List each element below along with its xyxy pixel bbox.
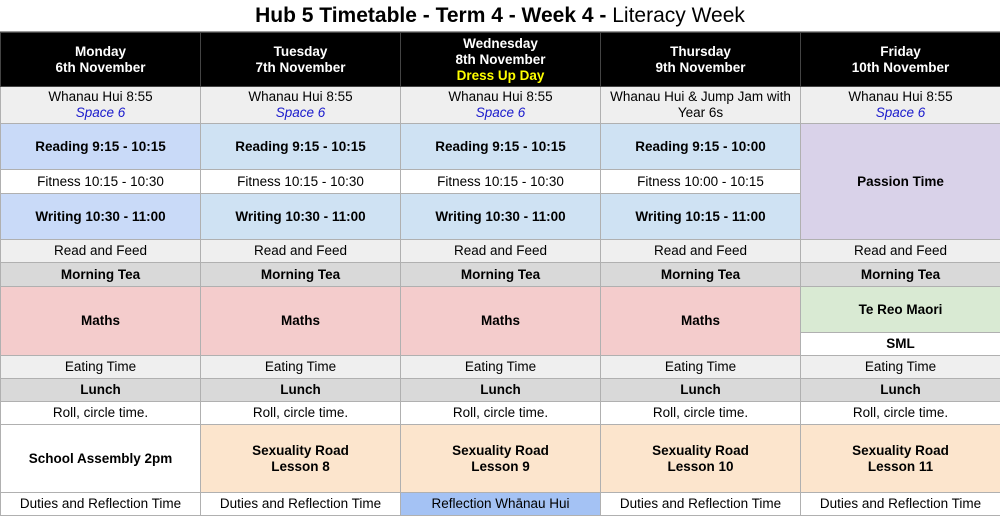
fitness-cell: Fitness 10:15 - 10:30 — [401, 170, 601, 194]
maths-cell: Maths — [201, 287, 401, 356]
fitness-cell: Fitness 10:00 - 10:15 — [601, 170, 801, 194]
maths-cell: Maths — [601, 287, 801, 356]
sexuality-road-cell: Sexuality Road Lesson 9 — [401, 425, 601, 493]
title-normal: Literacy Week — [606, 4, 745, 27]
lunch-cell: Lunch — [1, 379, 201, 402]
reading-cell: Reading 9:15 - 10:15 — [401, 124, 601, 170]
eating-time-cell: Eating Time — [801, 356, 1000, 379]
read-feed-cell: Read and Feed — [401, 240, 601, 263]
roll-cell: Roll, circle time. — [601, 402, 801, 425]
timetable — [0, 32, 1000, 516]
sexuality-road-cell: Sexuality Road Lesson 8 — [201, 425, 401, 493]
day-header-friday: Friday 10th November — [801, 33, 1000, 87]
maths-cell: Maths — [401, 287, 601, 356]
whanau-cell: Whanau Hui & Jump Jam with Year 6s — [601, 87, 801, 124]
day-header-wednesday: Wednesday 8th November Dress Up Day — [401, 33, 601, 87]
sexuality-road-cell: Sexuality Road Lesson 10 — [601, 425, 801, 493]
whanau-cell: Whanau Hui 8:55 Space 6 — [1, 87, 201, 124]
day-header-monday: Monday 6th November — [1, 33, 201, 87]
morning-tea-cell: Morning Tea — [601, 263, 801, 287]
read-feed-cell: Read and Feed — [1, 240, 201, 263]
duties-cell: Duties and Reflection Time — [201, 493, 401, 516]
writing-cell: Writing 10:30 - 11:00 — [201, 194, 401, 240]
whanau-cell: Whanau Hui 8:55 Space 6 — [201, 87, 401, 124]
page-title — [0, 0, 1000, 32]
eating-time-cell: Eating Time — [401, 356, 601, 379]
afternoon-row — [1, 425, 1000, 493]
whanau-cell: Whanau Hui 8:55 Space 6 — [801, 87, 1000, 124]
roll-cell: Roll, circle time. — [801, 402, 1000, 425]
read-feed-cell: Read and Feed — [601, 240, 801, 263]
duties-cell: Duties and Reflection Time — [601, 493, 801, 516]
morning-tea-cell: Morning Tea — [801, 263, 1000, 287]
duties-cell: Duties and Reflection Time — [801, 493, 1000, 516]
lunch-cell: Lunch — [401, 379, 601, 402]
reading-row — [1, 124, 1000, 170]
whanau-row — [1, 87, 1000, 124]
reading-cell: Reading 9:15 - 10:15 — [1, 124, 201, 170]
morning-tea-cell: Morning Tea — [1, 263, 201, 287]
maths-cell: Maths — [1, 287, 201, 356]
school-assembly-cell: School Assembly 2pm — [1, 425, 201, 493]
end-of-day-row — [1, 493, 1000, 516]
title-bold: Hub 5 Timetable - Term 4 - Week 4 - — [255, 4, 606, 27]
sexuality-road-cell: Sexuality Road Lesson 11 — [801, 425, 1000, 493]
read-feed-cell: Read and Feed — [801, 240, 1000, 263]
reading-cell: Reading 9:15 - 10:00 — [601, 124, 801, 170]
dress-up-note: Dress Up Day — [404, 68, 597, 84]
reflection-whanau-hui-cell: Reflection Whānau Hui — [401, 493, 601, 516]
lunch-row — [1, 379, 1000, 402]
passion-time-cell: Passion Time — [801, 124, 1000, 240]
morning-tea-cell: Morning Tea — [401, 263, 601, 287]
morning-tea-cell: Morning Tea — [201, 263, 401, 287]
roll-cell: Roll, circle time. — [1, 402, 201, 425]
sml-cell: SML — [801, 333, 1000, 356]
day-header-tuesday: Tuesday 7th November — [201, 33, 401, 87]
read-feed-cell: Read and Feed — [201, 240, 401, 263]
eating-time-cell: Eating Time — [1, 356, 201, 379]
fitness-cell: Fitness 10:15 - 10:30 — [1, 170, 201, 194]
day-header-thursday: Thursday 9th November — [601, 33, 801, 87]
eating-time-row — [1, 356, 1000, 379]
roll-cell: Roll, circle time. — [401, 402, 601, 425]
whanau-cell: Whanau Hui 8:55 Space 6 — [401, 87, 601, 124]
roll-cell: Roll, circle time. — [201, 402, 401, 425]
maths-row — [1, 287, 1000, 333]
reading-cell: Reading 9:15 - 10:15 — [201, 124, 401, 170]
header-row — [1, 33, 1000, 87]
lunch-cell: Lunch — [801, 379, 1000, 402]
writing-cell: Writing 10:30 - 11:00 — [401, 194, 601, 240]
duties-cell: Duties and Reflection Time — [1, 493, 201, 516]
lunch-cell: Lunch — [601, 379, 801, 402]
lunch-cell: Lunch — [201, 379, 401, 402]
writing-cell: Writing 10:15 - 11:00 — [601, 194, 801, 240]
roll-row — [1, 402, 1000, 425]
morning-tea-row — [1, 263, 1000, 287]
eating-time-cell: Eating Time — [601, 356, 801, 379]
fitness-cell: Fitness 10:15 - 10:30 — [201, 170, 401, 194]
read-feed-row — [1, 240, 1000, 263]
writing-cell: Writing 10:30 - 11:00 — [1, 194, 201, 240]
eating-time-cell: Eating Time — [201, 356, 401, 379]
te-reo-maori-cell: Te Reo Maori — [801, 287, 1000, 333]
